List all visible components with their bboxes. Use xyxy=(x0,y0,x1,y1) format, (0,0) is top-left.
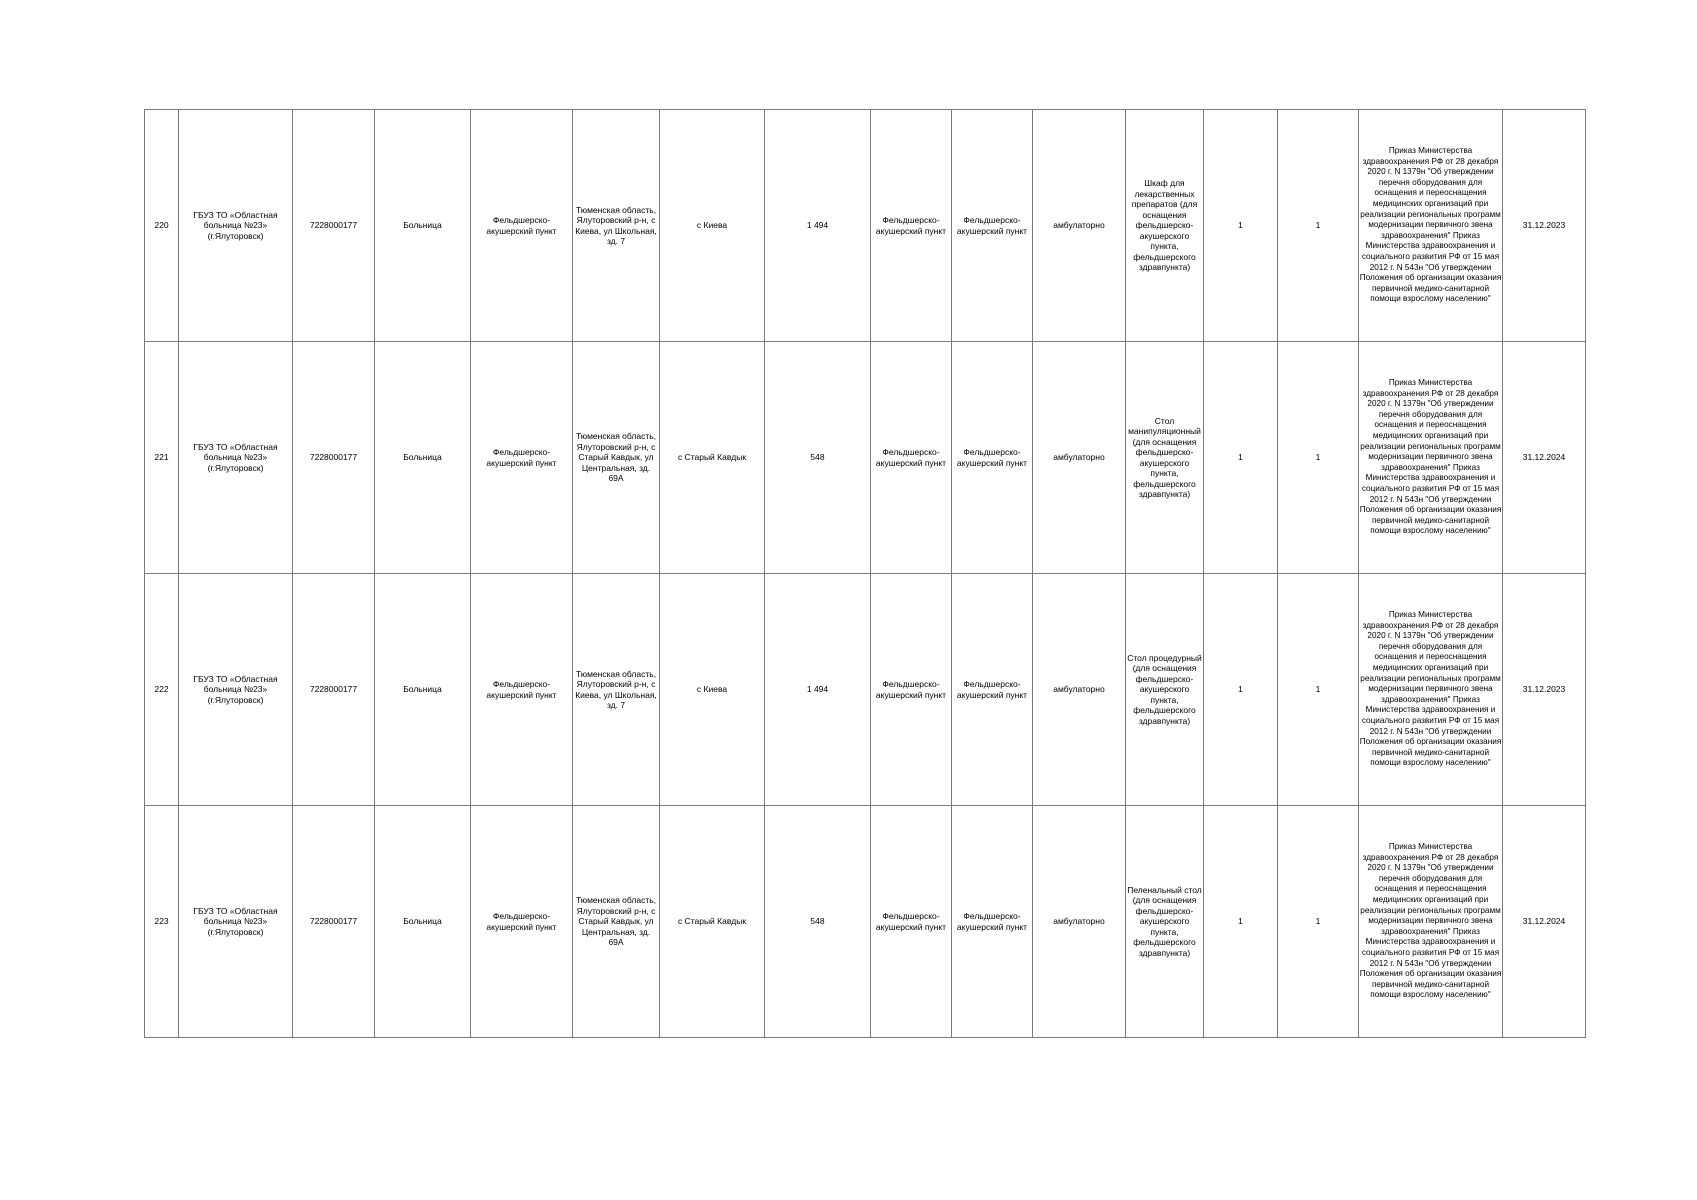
population-cell: 548 xyxy=(765,806,871,1038)
quantity-required-cell: 1 xyxy=(1204,574,1278,806)
organization-type-cell: Больница xyxy=(375,342,471,574)
subdivision-cell: Фельдшерско-акушерский пункт xyxy=(471,806,573,1038)
address-cell: Тюменская область, Ялуторовский р-н, с Киева, ул Школьная, зд. 7 xyxy=(573,110,660,342)
quantity-required-cell: 1 xyxy=(1204,806,1278,1038)
quantity-required-cell: 1 xyxy=(1204,342,1278,574)
equipment-cell: Пеленальный стол (для оснащения фельдшерско-акушерского пункта, фельдшерского здравпункта) xyxy=(1126,806,1204,1038)
legal-basis-cell: Приказ Министерства здравоохранения РФ от 28 декабря 2020 г. N 1379н "Об утверждении перечня оборудования для оснащения и переоснащения медицинских организаций при реализации региональных программ модернизации первичного звена здравоохранения" Приказ Министерства здравоохранения и социального развития РФ от 15 мая 2012 г. N 543н "Об утверждении Положения об организации оказания первичной медико-санитарной помощи взрослому населению" xyxy=(1359,342,1503,574)
inn-cell: 7228000177 xyxy=(293,806,375,1038)
profile-secondary-cell: Фельдшерско-акушерский пункт xyxy=(952,806,1033,1038)
settlement-cell: с Старый Кавдык xyxy=(660,806,765,1038)
legal-basis-cell: Приказ Министерства здравоохранения РФ от 28 декабря 2020 г. N 1379н "Об утверждении перечня оборудования для оснащения и переоснащения медицинских организаций при реализации региональных программ модернизации первичного звена здравоохранения" Приказ Министерства здравоохранения и социального развития РФ от 15 мая 2012 г. N 543н "Об утверждении Положения об организации оказания первичной медико-санитарной помощи взрослому населению" xyxy=(1359,110,1503,342)
equipment-cell: Стол манипуляционный (для оснащения фельдшерско-акушерского пункта, фельдшерского здравпункта) xyxy=(1126,342,1204,574)
inn-cell: 7228000177 xyxy=(293,110,375,342)
population-cell: 548 xyxy=(765,342,871,574)
organization-type-cell: Больница xyxy=(375,806,471,1038)
address-cell: Тюменская область, Ялуторовский р-н, с Старый Кавдык, ул Центральная, зд. 69А xyxy=(573,342,660,574)
population-cell: 1 494 xyxy=(765,110,871,342)
care-condition-cell: амбулаторно xyxy=(1033,110,1126,342)
row-number-cell: 223 xyxy=(145,806,179,1038)
profile-cell: Фельдшерско-акушерский пункт xyxy=(871,110,952,342)
organization-cell: ГБУЗ ТО «Областная больница №23» (г.Ялуторовск) xyxy=(179,574,293,806)
deadline-cell: 31.12.2023 xyxy=(1503,574,1586,806)
population-cell: 1 494 xyxy=(765,574,871,806)
subdivision-cell: Фельдшерско-акушерский пункт xyxy=(471,574,573,806)
table-row xyxy=(145,110,1586,342)
deadline-cell: 31.12.2024 xyxy=(1503,342,1586,574)
care-condition-cell: амбулаторно xyxy=(1033,574,1126,806)
settlement-cell: с Киева xyxy=(660,574,765,806)
legal-basis-cell: Приказ Министерства здравоохранения РФ от 28 декабря 2020 г. N 1379н "Об утверждении перечня оборудования для оснащения и переоснащения медицинских организаций при реализации региональных программ модернизации первичного звена здравоохранения" Приказ Министерства здравоохранения и социального развития РФ от 15 мая 2012 г. N 543н "Об утверждении Положения об организации оказания первичной медико-санитарной помощи взрослому населению" xyxy=(1359,806,1503,1038)
organization-cell: ГБУЗ ТО «Областная больница №23» (г.Ялуторовск) xyxy=(179,342,293,574)
equipment-cell: Стол процедурный (для оснащения фельдшерско-акушерского пункта, фельдшерского здравпункта) xyxy=(1126,574,1204,806)
table-row xyxy=(145,342,1586,574)
row-number-cell: 222 xyxy=(145,574,179,806)
quantity-missing-cell: 1 xyxy=(1278,574,1359,806)
quantity-missing-cell: 1 xyxy=(1278,110,1359,342)
row-number-cell: 221 xyxy=(145,342,179,574)
organization-cell: ГБУЗ ТО «Областная больница №23» (г.Ялуторовск) xyxy=(179,806,293,1038)
deadline-cell: 31.12.2023 xyxy=(1503,110,1586,342)
profile-cell: Фельдшерско-акушерский пункт xyxy=(871,806,952,1038)
quantity-required-cell: 1 xyxy=(1204,110,1278,342)
address-cell: Тюменская область, Ялуторовский р-н, с Старый Кавдык, ул Центральная, зд. 69А xyxy=(573,806,660,1038)
equipment-cell: Шкаф для лекарственных препаратов (для оснащения фельдшерско-акушерского пункта, фельдшерского здравпункта) xyxy=(1126,110,1204,342)
organization-cell: ГБУЗ ТО «Областная больница №23» (г.Ялуторовск) xyxy=(179,110,293,342)
deadline-cell: 31.12.2024 xyxy=(1503,806,1586,1038)
legal-basis-cell: Приказ Министерства здравоохранения РФ от 28 декабря 2020 г. N 1379н "Об утверждении перечня оборудования для оснащения и переоснащения медицинских организаций при реализации региональных программ модернизации первичного звена здравоохранения" Приказ Министерства здравоохранения и социального развития РФ от 15 мая 2012 г. N 543н "Об утверждении Положения об организации оказания первичной медико-санитарной помощи взрослому населению" xyxy=(1359,574,1503,806)
organization-type-cell: Больница xyxy=(375,574,471,806)
profile-cell: Фельдшерско-акушерский пункт xyxy=(871,574,952,806)
subdivision-cell: Фельдшерско-акушерский пункт xyxy=(471,342,573,574)
profile-cell: Фельдшерско-акушерский пункт xyxy=(871,342,952,574)
address-cell: Тюменская область, Ялуторовский р-н, с Киева, ул Школьная, зд. 7 xyxy=(573,574,660,806)
table-row xyxy=(145,806,1586,1038)
subdivision-cell: Фельдшерско-акушерский пункт xyxy=(471,110,573,342)
settlement-cell: с Киева xyxy=(660,110,765,342)
table-row xyxy=(145,574,1586,806)
equipment-registry-table xyxy=(144,109,1586,1038)
quantity-missing-cell: 1 xyxy=(1278,806,1359,1038)
profile-secondary-cell: Фельдшерско-акушерский пункт xyxy=(952,574,1033,806)
care-condition-cell: амбулаторно xyxy=(1033,806,1126,1038)
row-number-cell: 220 xyxy=(145,110,179,342)
quantity-missing-cell: 1 xyxy=(1278,342,1359,574)
profile-secondary-cell: Фельдшерско-акушерский пункт xyxy=(952,110,1033,342)
organization-type-cell: Больница xyxy=(375,110,471,342)
inn-cell: 7228000177 xyxy=(293,574,375,806)
profile-secondary-cell: Фельдшерско-акушерский пункт xyxy=(952,342,1033,574)
care-condition-cell: амбулаторно xyxy=(1033,342,1126,574)
inn-cell: 7228000177 xyxy=(293,342,375,574)
settlement-cell: с Старый Кавдык xyxy=(660,342,765,574)
